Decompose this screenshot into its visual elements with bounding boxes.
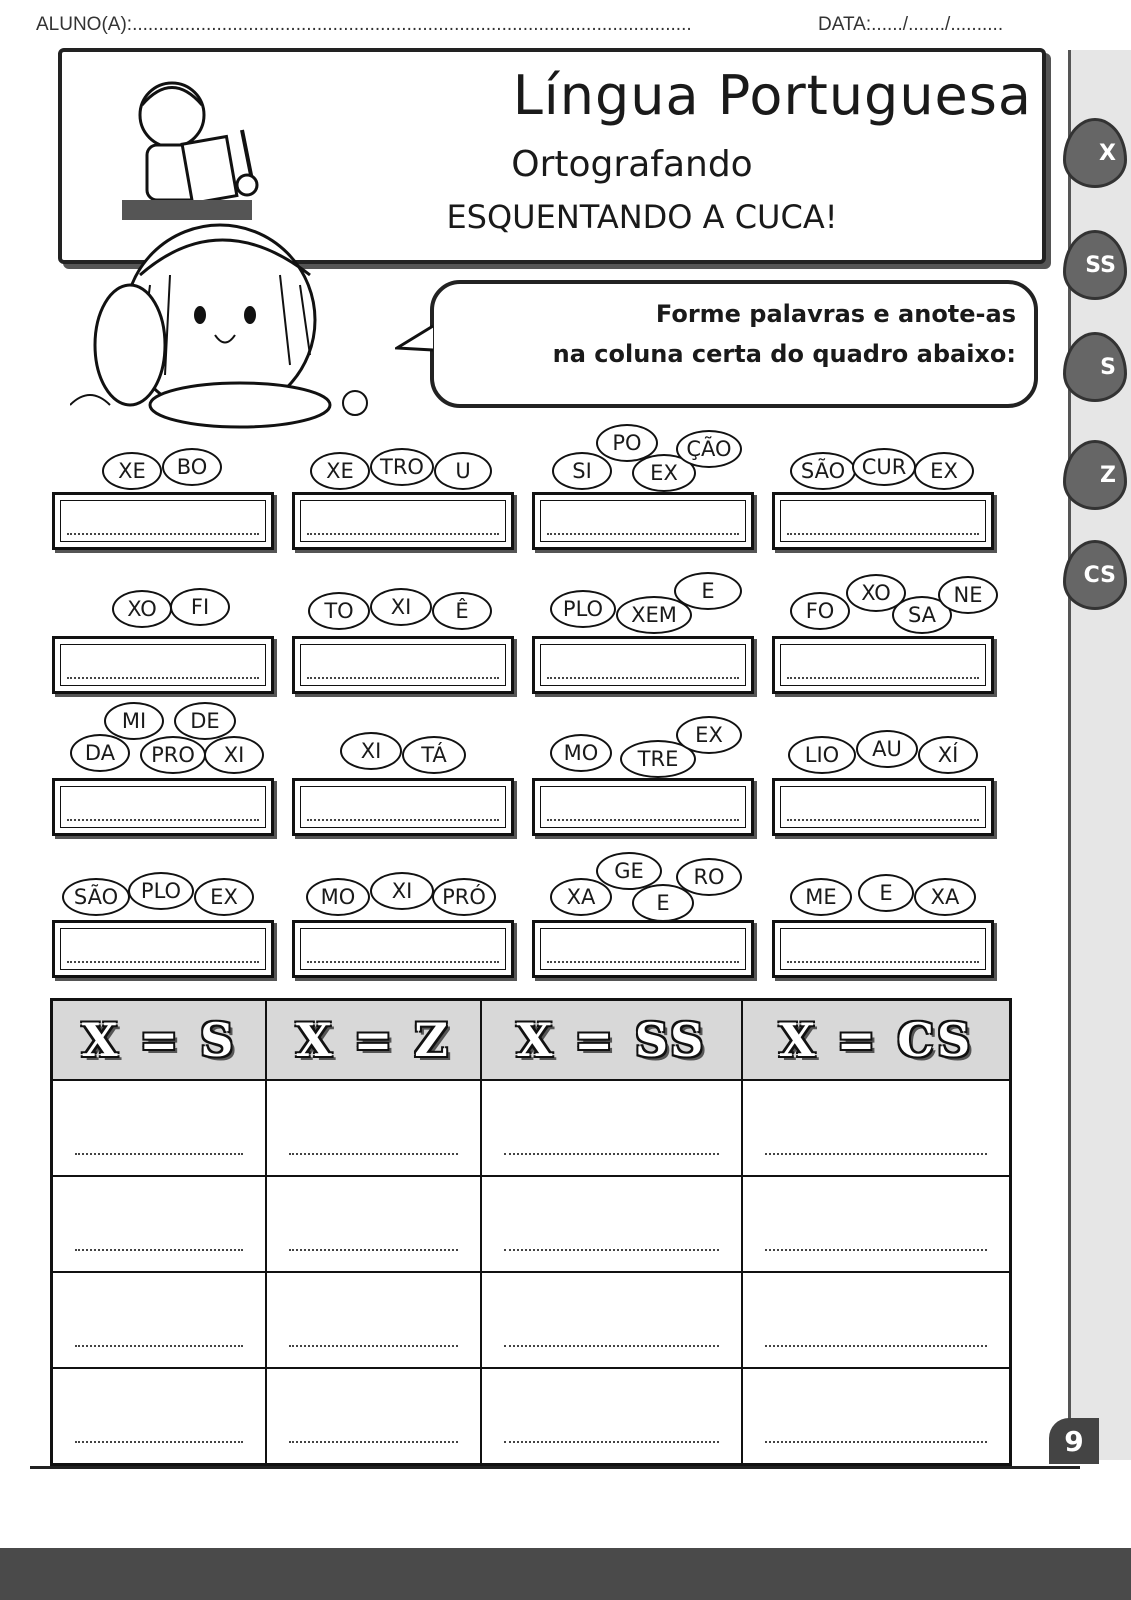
syllable-bubble: E [632,884,694,922]
syllable-bubble: GE [596,852,662,890]
answer-box[interactable] [772,636,994,694]
syllable-bubble: XI [370,588,432,626]
syllable-bubble: ME [790,878,852,916]
side-tab-strip [1068,50,1131,1460]
syllable-bubble: LIO [788,736,856,774]
syllable-bubble: EX [194,878,254,916]
syllable-bubble: FO [790,592,850,630]
answer-cell[interactable] [266,1080,481,1176]
answer-cell[interactable] [52,1176,267,1272]
answer-cell[interactable] [481,1368,743,1465]
answer-cell[interactable] [742,1368,1010,1465]
answer-box[interactable] [772,492,994,550]
syllable-bubble: DE [174,702,236,740]
scan-edge-band [0,1548,1131,1600]
side-tab-cs: CS [1063,540,1127,610]
syllable-bubble: XE [102,452,162,490]
instruction-line-2: na coluna certa do quadro abaixo: [552,340,1016,368]
syllable-bubble: XÍ [918,736,978,774]
syllable-bubble: SÃO [790,452,856,490]
syllable-bubble: PO [596,424,658,462]
answer-cell[interactable] [742,1080,1010,1176]
answer-box[interactable] [52,778,274,836]
syllable-bubble: RO [676,858,742,896]
answer-cell[interactable] [266,1176,481,1272]
syllable-bubble: MO [306,878,370,916]
bottom-divider [30,1466,1080,1469]
instruction-speech-bubble [430,280,1038,408]
answer-box[interactable] [292,636,514,694]
side-tab-x: X [1063,118,1127,188]
syllable-bubble: XE [310,452,370,490]
table-row [52,1272,1011,1368]
table-header-row [52,1000,1011,1081]
syllable-bubble: TRE [620,740,696,778]
date-field[interactable]: DATA:....../......./.......... [818,14,1004,35]
answer-cell[interactable] [266,1272,481,1368]
syllable-bubble: SÃO [62,878,130,916]
answer-cell[interactable] [52,1272,267,1368]
syllable-bubble: XA [550,878,612,916]
column-header-x-ss: X = SS [481,1000,743,1081]
answer-cell[interactable] [742,1176,1010,1272]
syllable-bubble: SA [892,596,952,634]
answer-box[interactable] [532,636,754,694]
syllable-bubble: XI [204,736,264,774]
column-header-x-s: X = S [52,1000,267,1081]
syllable-bubble: EX [676,716,742,754]
syllable-bubble: XA [914,878,976,916]
syllable-bubble: NE [938,576,998,614]
page-number: 9 [1049,1418,1099,1464]
answer-box[interactable] [292,920,514,978]
table-row [52,1080,1011,1176]
girl-illustration [70,215,390,430]
syllable-bubble: BO [162,448,222,486]
syllable-bubble: E [858,874,914,912]
syllable-bubble: PLO [128,872,194,910]
page-title: Língua Portuguesa [512,64,1032,127]
syllable-bubble: XI [340,732,402,770]
answer-box[interactable] [772,920,994,978]
answer-cell[interactable] [481,1080,743,1176]
answer-cell[interactable] [481,1272,743,1368]
table-row [52,1368,1011,1465]
answer-box[interactable] [52,920,274,978]
syllable-bubble: DA [70,734,130,772]
answer-box[interactable] [532,492,754,550]
table-row [52,1176,1011,1272]
syllable-bubble: EX [632,454,696,492]
syllable-bubble: XO [846,574,906,612]
answer-cell[interactable] [266,1368,481,1465]
answer-cell[interactable] [52,1080,267,1176]
answer-cell[interactable] [742,1272,1010,1368]
answer-box[interactable] [292,492,514,550]
answer-box[interactable] [532,778,754,836]
speech-tail-icon [395,320,435,360]
instruction-text [446,294,1016,374]
syllable-bubble: TÁ [402,736,466,774]
syllable-bubble: CUR [852,448,916,486]
syllable-bubble: U [434,452,492,490]
answer-box[interactable] [292,778,514,836]
syllable-bubble: AU [856,730,918,768]
answer-cell[interactable] [52,1368,267,1465]
syllable-bubble: MO [550,734,612,772]
column-header-x-cs: X = CS [742,1000,1010,1081]
instruction-line-1: Forme palavras e anote-as [655,300,1016,328]
syllable-bubble: PRÓ [432,878,496,916]
answer-cell[interactable] [481,1176,743,1272]
syllable-bubble: ÇÃO [676,430,742,468]
syllable-bubble: XI [370,872,434,910]
column-header-x-z: X = Z [266,1000,481,1081]
syllable-bubble: FI [170,588,230,626]
classification-table [50,998,1012,1466]
student-name-field[interactable]: ALUNO(A):.......................................................................................................... [36,14,692,35]
syllable-bubble: PRO [140,736,206,774]
syllable-bubble: TO [308,592,370,630]
syllable-bubble: XO [112,590,172,628]
answer-box[interactable] [52,492,274,550]
side-tab-z: Z [1063,440,1127,510]
side-tab-ss: SS [1063,230,1127,300]
syllable-bubble: MI [104,702,164,740]
side-tab-s: S [1063,332,1127,402]
answer-box[interactable] [52,636,274,694]
syllable-bubble: SI [552,452,612,490]
syllable-bubble: TRO [370,448,434,486]
syllable-bubble: PLO [550,590,616,628]
syllable-bubble: E [674,572,742,610]
answer-box[interactable] [532,920,754,978]
syllable-bubble: EX [914,452,974,490]
answer-box[interactable] [772,778,994,836]
page-subtitle: Ortografando [511,144,753,185]
page-heading: ESQUENTANDO A CUCA! [446,198,838,236]
syllable-bubble: Ê [432,592,492,630]
syllable-bubble: XEM [616,596,692,634]
